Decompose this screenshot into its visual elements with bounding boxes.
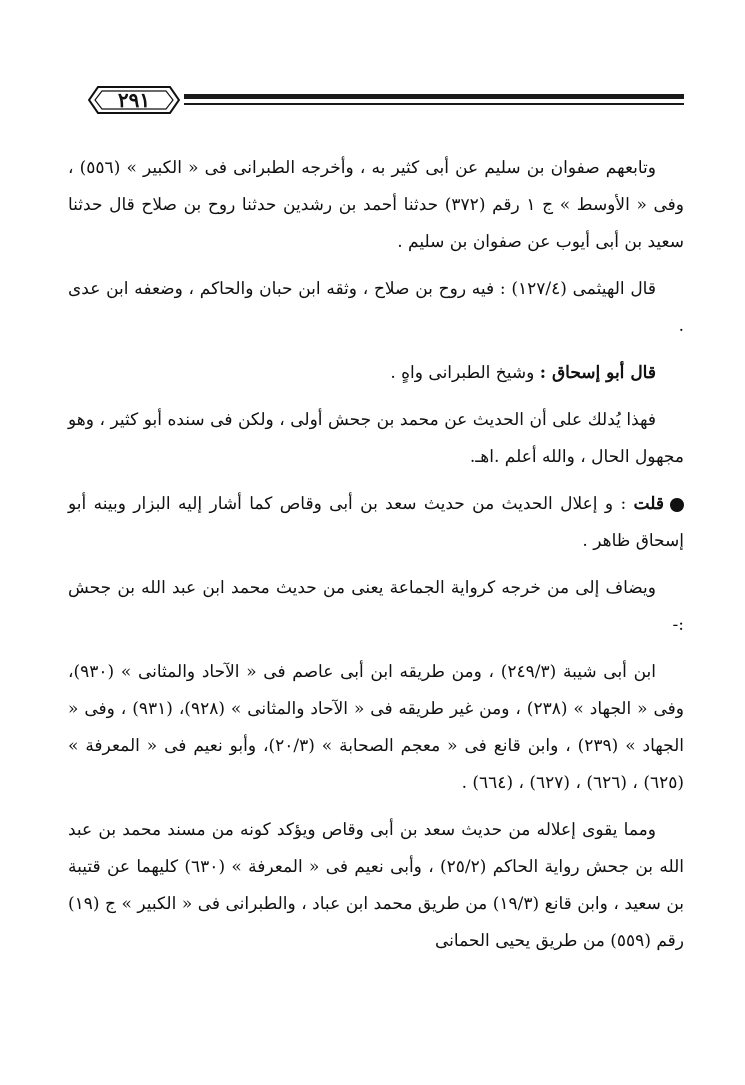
header-rule-thin	[184, 103, 684, 105]
paragraph-7	[68, 654, 684, 802]
paragraph-1	[68, 150, 684, 261]
paragraph-6	[68, 570, 684, 644]
paragraph-8	[68, 812, 684, 960]
paragraph-bold-lead: قلت	[633, 494, 664, 514]
header-rule-thick	[184, 94, 684, 99]
page-header	[88, 86, 684, 122]
paragraph-text: فهذا يُدلك على أن الحديث عن محمد بن جحش أولى ، ولكن فى سنده أبو كثير ، وهو مجهول الحال ، والله أعلم .اهـ.	[68, 410, 684, 467]
paragraph-4	[68, 402, 684, 476]
paragraph-text: وتابعهم صفوان بن سليم عن أبى كثير به ، وأخرجه الطبرانى فى « الكبير » (٥٥٦) ، وفى « الأوسط » ج ١ رقم (٣٧٢) حدثنا أحمد بن رشدين حدثنا روح بن صلاح قال حدثنا سعيد بن أبى أيوب عن صفوان بن سليم .	[68, 158, 684, 252]
paragraph-text: وشيخ الطبرانى واهٍ .	[390, 363, 540, 383]
page-body	[68, 150, 684, 970]
paragraph-text: قال الهيثمى (١٢٧/٤) : فيه روح بن صلاح ، وثقه ابن حبان والحاكم ، وضعفه ابن عدى .	[68, 279, 684, 336]
paragraph-bold-lead: قال أبو إسحاق :	[539, 363, 656, 383]
paragraph-3	[68, 355, 684, 392]
page-number-frame	[88, 86, 180, 114]
paragraph-text: ومما يقوى إعلاله من حديث سعد بن أبى وقاص ويؤكد كونه من مسند محمد بن عبد الله بن جحش رواية الحاكم (٢٥/٢) ، وأبى نعيم فى « المعرفة » (٦٣٠) كليهما عن قتيبة بن سعيد ، وابن قانع (١٩/٣) من طريق محمد ابن عباد ، والطبرانى فى « الكبير » ج (١٩) رقم (٥٥٩) من طريق يحيى الحمانى	[68, 820, 685, 951]
paragraph-text: : و إعلال الحديث من حديث سعد بن أبى وقاص كما أشار إليه البزار وبينه أبو إسحاق ظاهر .	[68, 494, 684, 551]
bullet-icon	[670, 498, 684, 512]
paragraph-text: ويضاف إلى من خرجه كرواية الجماعة يعنى من حديث محمد ابن عبد الله بن جحش :-	[68, 578, 684, 635]
page-number: ٢٩١	[117, 88, 151, 112]
paragraph-text: ابن أبى شيبة (٢٤٩/٣) ، ومن طريقه ابن أبى عاصم فى « الآحاد والمثانى » (٩٣٠)، وفى « الجهاد » (٢٣٨) ، ومن غير طريقه فى « الآحاد والمثانى » (٩٢٨)، (٩٣١) ، وفى « الجهاد » (٢٣٩) ، وابن قانع فى « معجم الصحابة » (٢٠/٣)، وأبو نعيم فى « المعرفة » (٦٢٥) ، (٦٢٦) ، (٦٢٧) ، (٦٦٤) .	[68, 662, 684, 793]
paragraph-2	[68, 271, 684, 345]
paragraph-5	[68, 486, 684, 560]
